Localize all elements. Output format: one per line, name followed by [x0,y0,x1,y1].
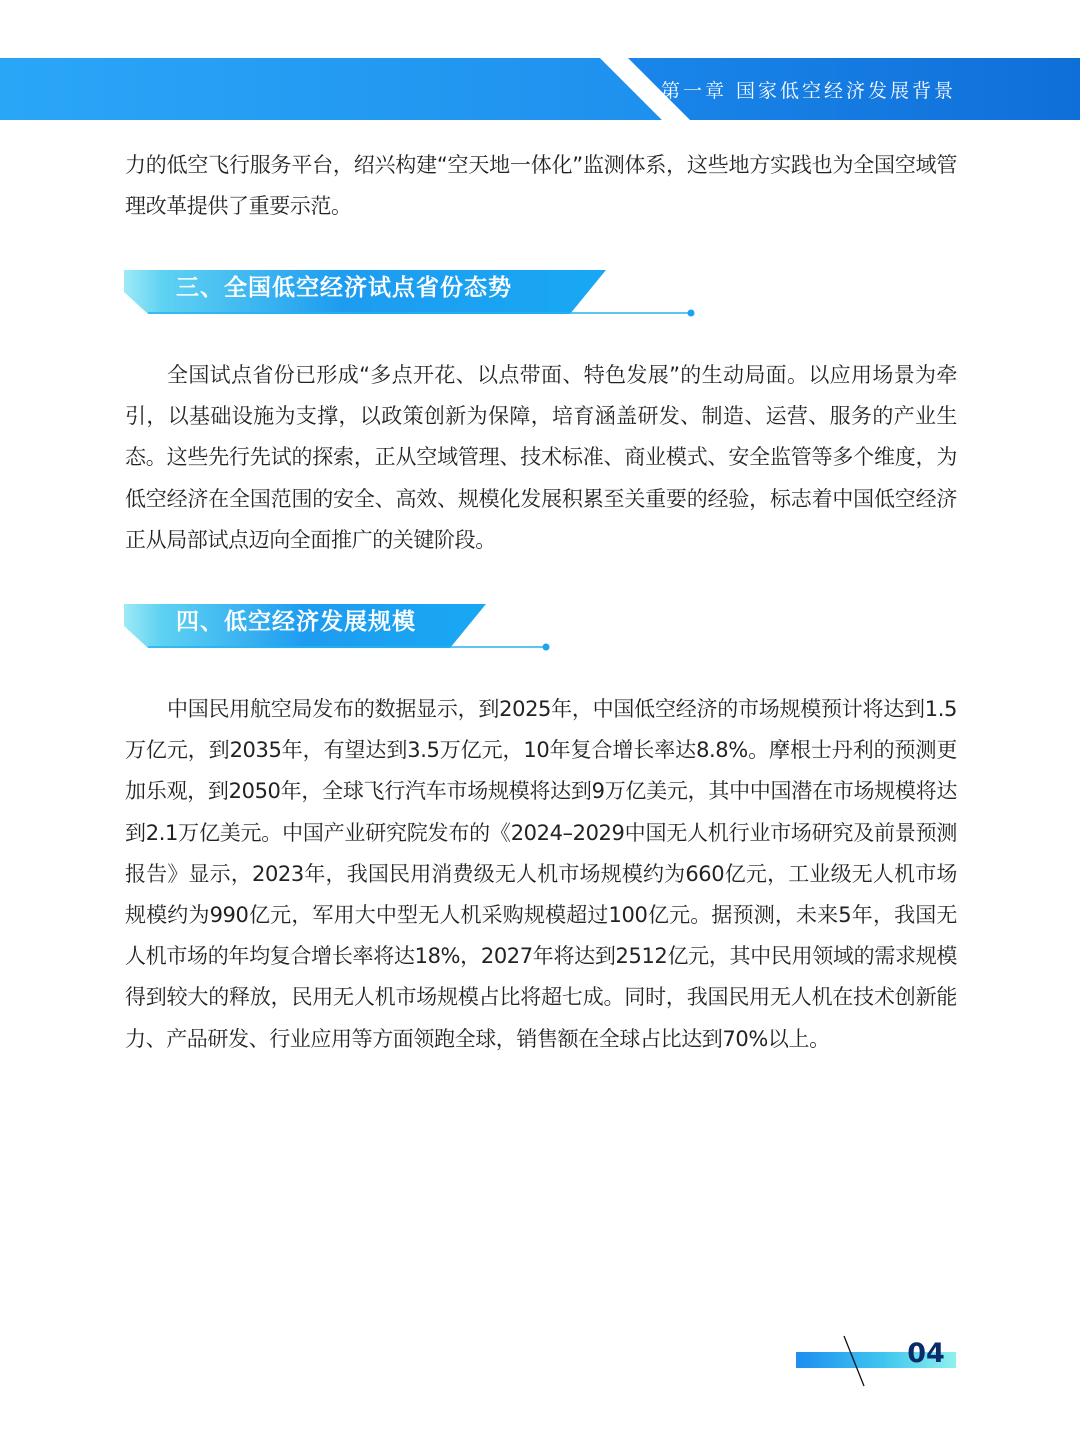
intro-paragraph: 力的低空飞行服务平台，绍兴构建“空天地一体化”监测体系，这些地方实践也为全国空域管理改革提供了重要示范。 [125,153,957,219]
section-4-body [125,689,957,1060]
section-3-paragraph: 全国试点省份已形成“多点开花、以点带面、特色发展”的生动局面。以应用场景为牵引，以基础设施为支撑，以政策创新为保障，培育涵盖研发、制造、运营、服务的产业生态。这些先行先试的探索，正从空域管理、技术标准、商业模式、安全监管等多个维度，为低空经济在全国范围的安全、高效、规模化发展积累至关重要的经验，标志着中国低空经济正从局部试点迈向全面推广的关键阶段。 [125,363,957,552]
chapter-title: 第一章 国家低空经济发展背景 [660,80,956,102]
section-4-paragraph: 中国民用航空局发布的数据显示，到2025年，中国低空经济的市场规模预计将达到1.5万亿元，到2035年，有望达到3.5万亿元，10年复合增长率达8.8%。摩根士丹利的预测更加乐观，到2050年，全球飞行汽车市场规模将达到9万亿美元，其中中国潜在市场规模将达到2.1万亿美元。中国产业研究院发布的《2024–2029中国无人机行业市场研究及前景预测报告》显示，2023年，我国民用消费级无人机市场规模约为660亿元，工业级无人机市场规模约为990亿元，军用大中型无人机采购规模超过100亿元。据预测，未来5年，我国无人机市场的年均复合增长率将达18%，2027年将达到2512亿元，其中民用领域的需求规模得到较大的释放，民用无人机市场规模占比将超七成。同时，我国民用无人机在技术创新能力、产品研发、行业应用等方面领跑全球，销售额在全球占比达到70%以上。 [125,697,957,1051]
section-heading-3-text: 三、全国低空经济试点省份态势 [176,275,512,301]
intro-paragraph-block [125,145,957,227]
page-number-block [792,1330,962,1390]
page-number: 04 [907,1338,945,1369]
section-heading-4-text: 四、低空经济发展规模 [176,609,416,635]
section-heading-3 [124,266,704,326]
section-heading-4 [124,600,564,660]
section-3-body [125,355,957,561]
